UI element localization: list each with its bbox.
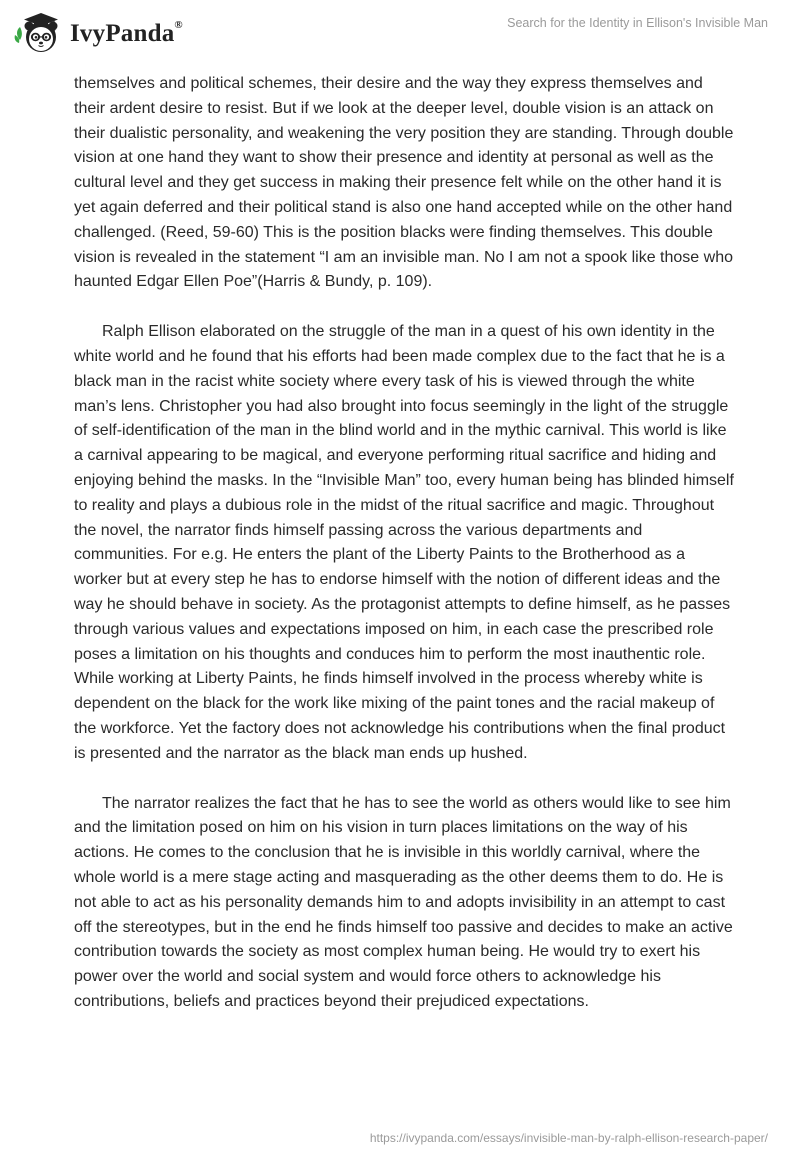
page-header [0, 0, 800, 70]
document-title: Search for the Identity in Ellison's Invisible Man [507, 16, 768, 30]
paragraph-1: themselves and political schemes, their desire and the way they express themselves and their ardent desire to resist. But if we look at the deeper level, double vision is an attack on their dualistic personality, and weakening the very position they are standing. Through double vision at one hand they want to show their presence and identity at personal as well as the cultural level and they get success in making their presence felt while on the other hand it is yet again deferred and their political stand is also one hand accepted while on the other hand challenged. (Reed, 59-60) This is the position blacks were finding themselves. This double vision is revealed in the statement “I am an invisible man. No I am not a spook like those who haunted Edgar Ellen Poe”(Harris & Bundy, p. 109). [74, 75, 734, 291]
paragraph-3: The narrator realizes the fact that he has to see the world as others would like to see him and the limitation posed on him on his vision in turn places limitations on the way of his actions. He comes to the conclusion that he is invisible in this worldly carnival, where the whole world is a mere stage acting and masquerading as the other deems them to do. He is not able to act as his personality demands him to and adopts invisibility in an attempt to cast off the stereotypes, but in the end he finds himself too passive and decides to make an active contribution towards the society as most complex human being. He would try to exert his power over the world and social system and would force others to acknowledge his contributions, beliefs and practices beyond their prejudiced expectations. [74, 794, 733, 1010]
ivypanda-logo[interactable] [14, 8, 183, 58]
logo-wordmark: IvyPanda® [70, 18, 183, 47]
paragraph-2: Ralph Ellison elaborated on the struggle of the man in a quest of his own identity in the white world and he found that his efforts had been made complex due to the fact that he is a black man in the racist white society where every task of his is viewed through the white man’s lens. Christopher you had also brought into focus seemingly in the light of the struggle of self-identification of the man in the blind world and in the mythic carnival. This world is like a carnival appearing to be magical, and everyone performing ritual sacrifice and hiding and enjoying behind the masks. In the “Invisible Man” too, every human being has blinded himself to reality and plays a dubious role in the midst of the ritual sacrifice and magic. Throughout the novel, the narrator finds himself passing across the various departments and communities. For e.g. He enters the plant of the Liberty Paints to the Brotherhood as a worker but at every step he has to endorse himself with the notion of different ideas and the way he should behave in society. As the protagonist attempts to define himself, as he passes through various values and expectations imposed on him, in each case the prescribed role poses a limitation on his thoughts and conduces him to perform the most inauthentic role. While working at Liberty Paints, he finds himself involved in the process whereby white is dependent on the black for the work like mixing of the paint tones and the racial makeup of the workforce. Yet the factory does not acknowledge his contributions when the final product is presented and the narrator as the black man ends up hushed. [74, 323, 734, 762]
essay-body [74, 72, 734, 1040]
panda-graduation-cap-icon [14, 10, 64, 56]
source-url[interactable]: https://ivypanda.com/essays/invisible-man-by-ralph-ellison-research-paper/ [369, 1131, 768, 1145]
